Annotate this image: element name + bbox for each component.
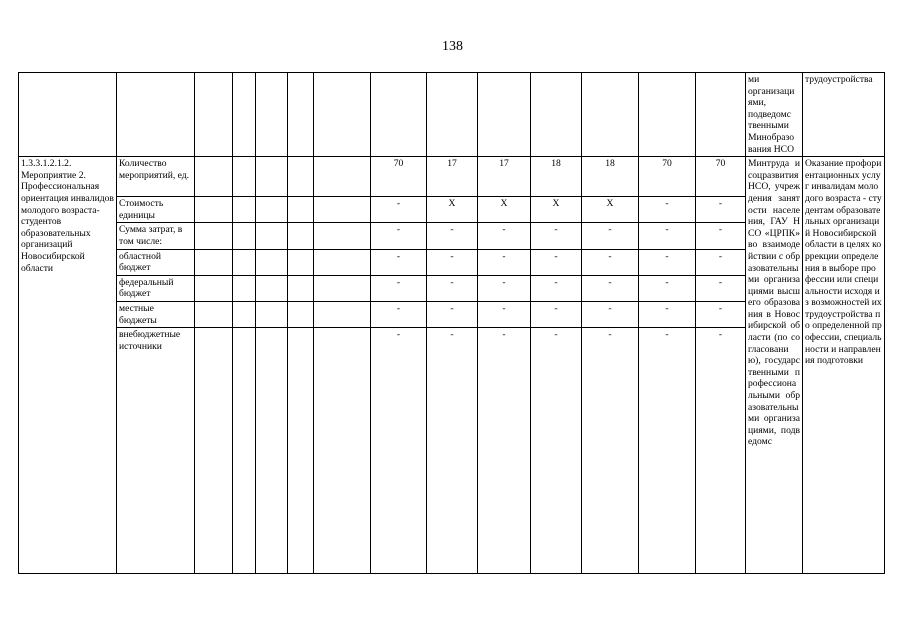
empty-cell (195, 275, 233, 301)
empty-cell (288, 275, 314, 301)
empty-cell (233, 223, 256, 249)
empty-cell (233, 249, 256, 275)
value-cell: - (639, 328, 696, 574)
value-cell: 70 (639, 157, 696, 197)
empty-cell (314, 157, 371, 197)
empty-cell (314, 301, 371, 327)
value-cell: - (371, 328, 427, 574)
executor-cell: Минтруда и соцразвития НСО, учреждения занятости населения, ГАУ НСО «ЦРПК» во взаимодействии с образовательными организациями высшего образования в Новосибирской области (по согласованию), государственными профессиональными образовательными организациями, подведомс (746, 157, 803, 574)
empty-cell (19, 73, 117, 157)
value-cell: - (371, 197, 427, 223)
empty-cell (371, 73, 427, 157)
empty-cell (233, 197, 256, 223)
empty-cell (233, 157, 256, 197)
value-cell: 70 (371, 157, 427, 197)
value-cell: 18 (582, 157, 639, 197)
empty-cell (256, 223, 288, 249)
value-cell: - (531, 223, 582, 249)
result-cell: Оказание профориентационных услуг инвалидам молодого возраста - студентам образовательных организаций Новосибирской области в целях коррекции определения в выборе профессии или специальности исходя из возможностей их трудоустройства по определенной профессии, специальности и направления подготовки (803, 157, 885, 574)
empty-cell (256, 157, 288, 197)
value-cell: - (478, 249, 531, 275)
page-number: 138 (442, 39, 463, 54)
empty-cell (288, 223, 314, 249)
value-cell: - (696, 275, 746, 301)
indicator-label: Сумма затрат, в том числе: (117, 223, 195, 249)
value-cell: X (531, 197, 582, 223)
empty-cell (256, 275, 288, 301)
value-cell: - (427, 275, 478, 301)
empty-cell (427, 73, 478, 157)
value-cell: X (478, 197, 531, 223)
value-cell: - (478, 223, 531, 249)
value-cell: - (582, 301, 639, 327)
value-cell: - (696, 197, 746, 223)
empty-cell (314, 223, 371, 249)
empty-cell (195, 328, 233, 574)
value-cell: - (639, 223, 696, 249)
value-cell: - (427, 249, 478, 275)
value-cell: - (696, 328, 746, 574)
value-cell: - (639, 301, 696, 327)
value-cell: - (582, 275, 639, 301)
activity-code-name: 1.3.3.1.2.1.2. Мероприятие 2. Профессиональная ориентация инвалидов молодого возраста-студентов образовательных организаций Новосибирской области (19, 157, 117, 574)
value-cell: - (371, 275, 427, 301)
empty-cell (288, 73, 314, 157)
empty-cell (288, 249, 314, 275)
result-cell-continued: трудоустройства (803, 73, 885, 157)
empty-cell (314, 328, 371, 574)
indicator-label: внебюджетные источники (117, 328, 195, 574)
indicator-label: местные бюджеты (117, 301, 195, 327)
empty-cell (696, 73, 746, 157)
value-cell: - (531, 328, 582, 574)
value-cell: 17 (427, 157, 478, 197)
empty-cell (478, 73, 531, 157)
value-cell: 18 (531, 157, 582, 197)
value-cell: X (582, 197, 639, 223)
empty-cell (233, 275, 256, 301)
empty-cell (639, 73, 696, 157)
value-cell: - (582, 328, 639, 574)
value-cell: - (696, 223, 746, 249)
value-cell: - (639, 249, 696, 275)
value-cell: - (639, 275, 696, 301)
value-cell: - (478, 328, 531, 574)
empty-cell (233, 73, 256, 157)
empty-cell (233, 301, 256, 327)
value-cell: - (478, 275, 531, 301)
value-cell: - (531, 275, 582, 301)
executor-cell-continued: ми организаци ями, подведомс твенными Минобразо вания НСО (746, 73, 803, 157)
indicator-label: федеральный бюджет (117, 275, 195, 301)
value-cell: - (639, 197, 696, 223)
value-cell: - (371, 301, 427, 327)
empty-cell (117, 73, 195, 157)
empty-cell (314, 197, 371, 223)
value-cell: - (371, 223, 427, 249)
empty-cell (233, 328, 256, 574)
empty-cell (195, 73, 233, 157)
empty-cell (288, 328, 314, 574)
empty-cell (314, 275, 371, 301)
program-activities-table (18, 72, 885, 574)
empty-cell (256, 73, 288, 157)
value-cell: - (427, 223, 478, 249)
empty-cell (195, 301, 233, 327)
empty-cell (288, 301, 314, 327)
empty-cell (195, 197, 233, 223)
empty-cell (288, 157, 314, 197)
value-cell: 70 (696, 157, 746, 197)
empty-cell (195, 157, 233, 197)
value-cell: - (582, 223, 639, 249)
empty-cell (256, 301, 288, 327)
empty-cell (531, 73, 582, 157)
value-cell: - (531, 301, 582, 327)
empty-cell (314, 73, 371, 157)
table-row (19, 157, 885, 197)
empty-cell (256, 197, 288, 223)
indicator-label: Количество мероприятий, ед. (117, 157, 195, 197)
empty-cell (314, 249, 371, 275)
value-cell: - (696, 249, 746, 275)
empty-cell (582, 73, 639, 157)
value-cell: - (531, 249, 582, 275)
empty-cell (195, 223, 233, 249)
empty-cell (256, 328, 288, 574)
empty-cell (288, 197, 314, 223)
continuation-row (19, 73, 885, 157)
empty-cell (256, 249, 288, 275)
value-cell: - (371, 249, 427, 275)
value-cell: - (696, 301, 746, 327)
value-cell: - (427, 301, 478, 327)
value-cell: - (582, 249, 639, 275)
value-cell: X (427, 197, 478, 223)
value-cell: 17 (478, 157, 531, 197)
indicator-label: областной бюджет (117, 249, 195, 275)
value-cell: - (427, 328, 478, 574)
indicator-label: Стоимость единицы (117, 197, 195, 223)
value-cell: - (478, 301, 531, 327)
empty-cell (195, 249, 233, 275)
